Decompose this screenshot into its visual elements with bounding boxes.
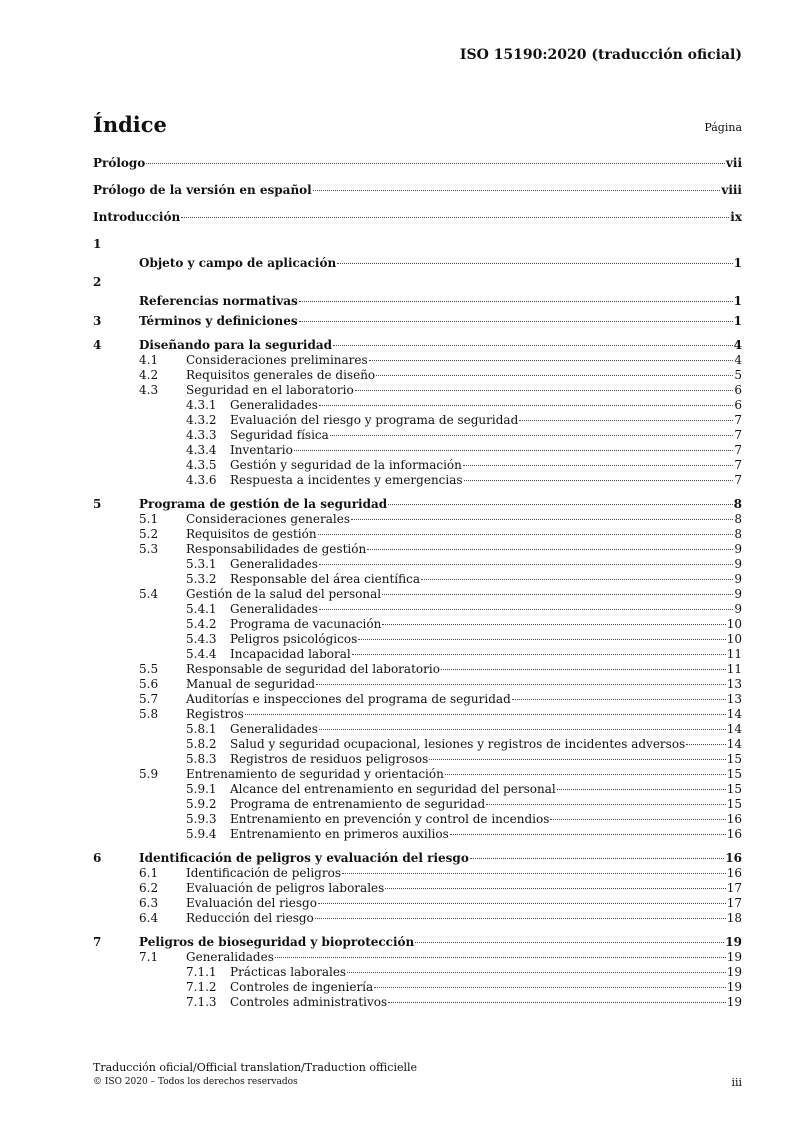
toc-entry-line: [186, 767, 742, 782]
toc-entry-page: 9: [734, 557, 742, 571]
toc-entry-title: Inventario: [230, 443, 293, 457]
toc-entry[interactable]: [93, 707, 742, 722]
page-number: iii: [731, 1076, 742, 1089]
toc-leader-dots: [358, 639, 725, 640]
toc-entry-title: Referencias normativas: [139, 294, 298, 308]
toc-entry[interactable]: [93, 995, 742, 1010]
toc-entry-title: Peligros psicológicos: [230, 632, 358, 646]
toc-entry[interactable]: [93, 827, 742, 842]
toc-entry-line: [186, 662, 742, 677]
toc-leader-dots: [421, 579, 733, 580]
toc-entry-title: Controles de ingeniería: [230, 980, 374, 994]
toc-entry[interactable]: [93, 368, 742, 383]
page-column-label: Página: [704, 121, 742, 134]
toc-entry-page: 4: [734, 353, 742, 367]
toc-entry-line: [186, 587, 742, 602]
toc-entry-page: 15: [726, 767, 742, 781]
toc-entry-line: [93, 183, 742, 198]
footer-copyright: © ISO 2020 – Todos los derechos reservados: [93, 1077, 298, 1087]
toc-entry-page: 14: [726, 722, 742, 736]
toc-leader-dots: [464, 480, 734, 481]
toc-entry-number: 2: [93, 275, 102, 289]
toc-entry-number: 5.6: [139, 677, 159, 691]
toc-entry-title: Reducción del riesgo: [186, 911, 314, 925]
toc-entry[interactable]: [93, 617, 742, 632]
toc-entry-page: ix: [730, 210, 742, 224]
toc-entry-line: [139, 497, 742, 512]
toc-entry-page: 7: [734, 428, 742, 442]
toc-entry[interactable]: [93, 812, 742, 827]
toc-entry[interactable]: [93, 896, 742, 911]
toc-entry[interactable]: [93, 935, 742, 950]
toc-entry-number: 5: [93, 497, 102, 511]
toc-entry[interactable]: [93, 443, 742, 458]
toc-entry[interactable]: [93, 275, 742, 313]
toc-entry-line: [230, 737, 742, 752]
toc-entry-line: [230, 398, 742, 413]
toc-entry-number: 5.4: [139, 587, 159, 601]
toc-leader-dots: [315, 918, 726, 919]
toc-entry-line: [230, 632, 742, 647]
toc-entry[interactable]: [93, 237, 742, 275]
toc-entry-page: 19: [725, 935, 742, 949]
toc-entry-number: 5.4.3: [186, 632, 217, 646]
toc-entry-line: [186, 368, 742, 383]
toc-entry[interactable]: [93, 458, 742, 473]
toc-entry-title: Entrenamiento en primeros auxilios: [230, 827, 449, 841]
toc-leader-dots: [470, 858, 724, 859]
toc-leader-dots: [352, 654, 726, 655]
toc-entry[interactable]: [93, 965, 742, 980]
toc-entry[interactable]: [93, 866, 742, 881]
toc-entry-line: [93, 210, 742, 225]
toc-leader-dots: [388, 504, 733, 505]
toc-entry[interactable]: [93, 527, 742, 542]
toc-entry[interactable]: [93, 911, 742, 926]
toc-entry[interactable]: [93, 398, 742, 413]
document-header: ISO 15190:2020 (traducción oficial): [459, 47, 742, 63]
toc-entry-title: Consideraciones preliminares: [186, 353, 368, 367]
toc-entry-title: Auditorías e inspecciones del programa de seguridad: [186, 692, 511, 706]
toc-entry-page: 19: [726, 950, 742, 964]
toc-leader-dots: [382, 624, 725, 625]
toc-leader-dots: [347, 972, 726, 973]
toc-entry-title: Responsabilidades de gestión: [186, 542, 367, 556]
toc-entry[interactable]: [93, 737, 742, 752]
toc-entry-page: 11: [726, 647, 742, 661]
toc-entry-line: [186, 707, 742, 722]
toc-entry-number: 5.3.1: [186, 557, 217, 571]
toc-entry-title: Alcance del entrenamiento en seguridad del personal: [230, 782, 556, 796]
toc-entry-number: 4.3.3: [186, 428, 217, 442]
toc-entry-line: [186, 896, 742, 911]
toc-entry[interactable]: [93, 542, 742, 557]
toc-entry-number: 5.4.1: [186, 602, 217, 616]
toc-entry-page: 1: [733, 256, 742, 270]
toc-leader-dots: [316, 684, 726, 685]
toc-entry-page: 13: [726, 692, 742, 706]
toc-entry-line: [230, 752, 742, 767]
toc-entry-title: Incapacidad laboral: [230, 647, 351, 661]
toc-entry[interactable]: [93, 692, 742, 707]
toc-entry-line: [230, 722, 742, 737]
toc-entry-title: Generalidades: [186, 950, 274, 964]
toc-entry-title: Entrenamiento en prevención y control de incendios: [230, 812, 550, 826]
toc-entry-page: 6: [734, 383, 742, 397]
toc-leader-dots: [319, 564, 733, 565]
toc-leader-dots: [330, 435, 734, 436]
toc-entry-title: Salud y seguridad ocupacional, lesiones y registros de incidentes adversos: [230, 737, 686, 751]
toc-entry[interactable]: [93, 677, 742, 692]
table-of-contents: [93, 156, 742, 1010]
toc-entry-page: 16: [726, 812, 742, 826]
toc-entry-page: 6: [734, 398, 742, 412]
toc-entry-page: 16: [726, 827, 742, 841]
toc-entry-number: 5.3.2: [186, 572, 217, 586]
toc-entry[interactable]: [93, 797, 742, 812]
toc-entry-title: Controles administrativos: [230, 995, 388, 1009]
toc-entry-line: [186, 677, 742, 692]
toc-entry-line: [230, 557, 742, 572]
toc-leader-dots: [367, 549, 733, 550]
toc-entry-number: 5.8.1: [186, 722, 217, 736]
toc-leader-dots: [550, 819, 725, 820]
toc-leader-dots: [275, 957, 726, 958]
toc-entry-line: [139, 338, 742, 353]
toc-entry-line: [139, 935, 742, 950]
toc-entry-title: Programa de gestión de la seguridad: [139, 497, 388, 511]
toc-entry-line: [139, 275, 742, 309]
toc-entry-line: [186, 911, 742, 926]
toc-entry-title: Evaluación del riesgo y programa de seguridad: [230, 413, 519, 427]
toc-leader-dots: [351, 519, 733, 520]
toc-entry-title: Responsable del área científica: [230, 572, 421, 586]
toc-entry-title: Términos y definiciones: [139, 314, 298, 328]
toc-entry-page: 8: [734, 512, 742, 526]
toc-entry-number: 6.3: [139, 896, 159, 910]
toc-entry-number: 4.3.5: [186, 458, 217, 472]
toc-entry[interactable]: [93, 572, 742, 587]
toc-entry-page: 19: [726, 965, 742, 979]
toc-entry[interactable]: [93, 473, 742, 488]
toc-entry-line: [230, 617, 742, 632]
toc-leader-dots: [686, 744, 726, 745]
toc-entry-number: 4: [93, 338, 102, 352]
toc-entry-page: 9: [734, 602, 742, 616]
toc-entry-line: [186, 542, 742, 557]
toc-entry-title: Prólogo de la versión en español: [93, 183, 312, 197]
toc-leader-dots: [463, 465, 733, 466]
toc-entry-title: Respuesta a incidentes y emergencias: [230, 473, 463, 487]
toc-entry[interactable]: [93, 602, 742, 617]
toc-entry-page: viii: [721, 183, 742, 197]
toc-entry-page: 13: [726, 677, 742, 691]
toc-entry-page: 9: [734, 542, 742, 556]
toc-entry-page: 8: [734, 527, 742, 541]
toc-entry-title: Generalidades: [230, 557, 318, 571]
toc-entry-page: 9: [734, 587, 742, 601]
toc-entry-page: 11: [726, 662, 742, 676]
toc-entry-title: Prólogo: [93, 156, 146, 170]
toc-entry-line: [186, 353, 742, 368]
toc-entry-page: 4: [733, 338, 742, 352]
toc-entry-line: [230, 428, 742, 443]
toc-entry-number: 4.3: [139, 383, 159, 397]
toc-leader-dots: [369, 360, 734, 361]
toc-entry-title: Objeto y campo de aplicación: [139, 256, 337, 270]
toc-entry[interactable]: [93, 156, 742, 171]
toc-entry-number: 5.9: [139, 767, 159, 781]
toc-entry-number: 4.1: [139, 353, 159, 367]
toc-leader-dots: [318, 534, 734, 535]
toc-entry-line: [139, 851, 742, 866]
toc-entry-line: [186, 950, 742, 965]
toc-entry-number: 5.9.4: [186, 827, 217, 841]
toc-entry-line: [230, 647, 742, 662]
toc-entry-number: 7: [93, 935, 102, 949]
toc-entry-number: 5.8: [139, 707, 159, 721]
toc-leader-dots: [374, 987, 726, 988]
toc-entry-number: 1: [93, 237, 102, 251]
toc-entry-title: Requisitos generales de diseño: [186, 368, 376, 382]
toc-entry-number: 7.1: [139, 950, 159, 964]
toc-entry-page: 19: [726, 980, 742, 994]
toc-entry-title: Responsable de seguridad del laboratorio: [186, 662, 440, 676]
toc-leader-dots: [385, 888, 725, 889]
toc-entry-number: 5.3: [139, 542, 159, 556]
toc-leader-dots: [319, 609, 733, 610]
toc-entry[interactable]: [93, 980, 742, 995]
toc-entry-number: 4.3.6: [186, 473, 217, 487]
toc-entry-line: [186, 383, 742, 398]
toc-leader-dots: [415, 942, 724, 943]
toc-entry-title: Seguridad en el laboratorio: [186, 383, 354, 397]
toc-entry-page: 14: [726, 707, 742, 721]
toc-entry[interactable]: [93, 383, 742, 398]
toc-entry-line: [230, 413, 742, 428]
toc-leader-dots: [319, 729, 726, 730]
toc-entry[interactable]: [93, 851, 742, 866]
toc-entry-line: [230, 782, 742, 797]
toc-entry-line: [139, 314, 742, 329]
toc-entry-line: [230, 458, 742, 473]
toc-leader-dots: [486, 804, 726, 805]
toc-entry-page: 7: [734, 413, 742, 427]
toc-entry-page: 10: [726, 632, 742, 646]
toc-leader-dots: [388, 1002, 726, 1003]
toc-leader-dots: [337, 263, 732, 264]
toc-entry[interactable]: [93, 587, 742, 602]
toc-leader-dots: [342, 873, 726, 874]
toc-entry-page: 16: [726, 866, 742, 880]
toc-entry-line: [230, 827, 742, 842]
toc-entry[interactable]: [93, 512, 742, 527]
toc-entry[interactable]: [93, 314, 742, 329]
toc-leader-dots: [519, 420, 733, 421]
toc-entry-line: [186, 881, 742, 896]
toc-entry[interactable]: [93, 767, 742, 782]
toc-entry-number: 4.2: [139, 368, 159, 382]
toc-entry-number: 4.3.1: [186, 398, 217, 412]
toc-entry-page: 8: [733, 497, 742, 511]
toc-entry-line: [139, 237, 742, 271]
toc-entry-number: 5.4.4: [186, 647, 217, 661]
toc-entry-page: 17: [726, 896, 742, 910]
toc-leader-dots: [294, 450, 734, 451]
toc-entry-title: Identificación de peligros: [186, 866, 341, 880]
toc-entry-line: [230, 965, 742, 980]
toc-entry-line: [186, 692, 742, 707]
toc-entry-number: 6.4: [139, 911, 159, 925]
toc-entry[interactable]: [93, 662, 742, 677]
toc-entry[interactable]: [93, 950, 742, 965]
toc-entry-page: 7: [734, 473, 742, 487]
toc-entry-number: 5.8.2: [186, 737, 217, 751]
toc-leader-dots: [445, 774, 726, 775]
toc-entry-page: 15: [726, 782, 742, 796]
toc-entry[interactable]: [93, 881, 742, 896]
toc-entry[interactable]: [93, 183, 742, 198]
toc-entry[interactable]: [93, 338, 742, 353]
toc-entry-line: [230, 812, 742, 827]
page-title: Índice: [93, 112, 167, 137]
toc-entry-title: Gestión y seguridad de la información: [230, 458, 462, 472]
toc-entry-title: Diseñando para la seguridad: [139, 338, 333, 352]
toc-entry-line: [230, 797, 742, 812]
toc-leader-dots: [318, 903, 726, 904]
toc-entry-number: 5.7: [139, 692, 159, 706]
toc-entry-title: Generalidades: [230, 602, 318, 616]
toc-entry[interactable]: [93, 752, 742, 767]
toc-entry-page: 15: [726, 752, 742, 766]
toc-entry-page: vii: [725, 156, 742, 170]
toc-entry[interactable]: [93, 557, 742, 572]
toc-leader-dots: [376, 375, 733, 376]
toc-leader-dots: [355, 390, 734, 391]
toc-entry-page: 18: [726, 911, 742, 925]
toc-leader-dots: [299, 321, 733, 322]
toc-entry[interactable]: [93, 353, 742, 368]
toc-leader-dots: [146, 163, 725, 164]
footer-translation-note: Traducción oficial/Official translation/Traduction officielle: [93, 1061, 418, 1074]
toc-entry-line: [186, 866, 742, 881]
toc-entry-number: 6.1: [139, 866, 159, 880]
toc-leader-dots: [512, 699, 726, 700]
toc-entry-page: 9: [734, 572, 742, 586]
toc-entry[interactable]: [93, 428, 742, 443]
toc-entry-line: [230, 995, 742, 1010]
toc-entry-title: Prácticas laborales: [230, 965, 347, 979]
toc-entry-title: Peligros de bioseguridad y bioprotección: [139, 935, 415, 949]
toc-entry-line: [186, 527, 742, 542]
toc-leader-dots: [441, 669, 726, 670]
toc-entry[interactable]: [93, 722, 742, 737]
toc-entry-page: 5: [734, 368, 742, 382]
toc-entry-title: Evaluación del riesgo: [186, 896, 317, 910]
toc-entry[interactable]: [93, 782, 742, 797]
toc-entry-page: 10: [726, 617, 742, 631]
toc-entry-page: 16: [725, 851, 742, 865]
toc-entry-number: 5.9.1: [186, 782, 217, 796]
toc-entry-title: Programa de vacunación: [230, 617, 382, 631]
toc-entry-title: Generalidades: [230, 398, 318, 412]
toc-entry-number: 5.5: [139, 662, 159, 676]
toc-entry-number: 6.2: [139, 881, 159, 895]
toc-entry-line: [230, 980, 742, 995]
toc-entry-title: Manual de seguridad: [186, 677, 316, 691]
toc-entry-title: Introducción: [93, 210, 181, 224]
toc-entry-line: [230, 602, 742, 617]
toc-entry-title: Programa de entrenamiento de seguridad: [230, 797, 486, 811]
toc-leader-dots: [313, 190, 721, 191]
toc-entry-number: 4.3.2: [186, 413, 217, 427]
toc-entry-page: 1: [733, 314, 742, 328]
toc-entry-line: [186, 512, 742, 527]
toc-entry-number: 5.1: [139, 512, 159, 526]
toc-leader-dots: [382, 594, 733, 595]
toc-leader-dots: [557, 789, 726, 790]
toc-entry-page: 1: [733, 294, 742, 308]
toc-entry-number: 4.3.4: [186, 443, 217, 457]
toc-entry-page: 19: [726, 995, 742, 1009]
toc-entry-number: 5.2: [139, 527, 159, 541]
toc-entry-title: Registros de residuos peligrosos: [230, 752, 429, 766]
toc-entry-page: 7: [734, 443, 742, 457]
toc-entry-number: 3: [93, 314, 102, 328]
toc-entry-title: Gestión de la salud del personal: [186, 587, 382, 601]
toc-entry-number: 5.4.2: [186, 617, 217, 631]
toc-entry-number: 6: [93, 851, 102, 865]
toc-entry-title: Identificación de peligros y evaluación del riesgo: [139, 851, 469, 865]
toc-entry-line: [230, 473, 742, 488]
toc-entry-number: 7.1.3: [186, 995, 217, 1009]
toc-entry-title: Requisitos de gestión: [186, 527, 317, 541]
toc-entry-title: Entrenamiento de seguridad y orientación: [186, 767, 444, 781]
toc-entry[interactable]: [93, 413, 742, 428]
toc-entry-page: 7: [734, 458, 742, 472]
toc-entry-page: 17: [726, 881, 742, 895]
toc-entry[interactable]: [93, 647, 742, 662]
toc-leader-dots: [450, 834, 726, 835]
toc-entry[interactable]: [93, 632, 742, 647]
toc-leader-dots: [333, 345, 733, 346]
toc-leader-dots: [319, 405, 733, 406]
toc-entry-line: [230, 572, 742, 587]
toc-entry[interactable]: [93, 210, 742, 225]
toc-entry-number: 7.1.1: [186, 965, 217, 979]
toc-entry-number: 7.1.2: [186, 980, 217, 994]
toc-entry-title: Consideraciones generales: [186, 512, 350, 526]
toc-entry[interactable]: [93, 497, 742, 512]
toc-entry-title: Seguridad física: [230, 428, 329, 442]
toc-leader-dots: [181, 217, 729, 218]
toc-entry-number: 5.8.3: [186, 752, 217, 766]
toc-entry-page: 14: [726, 737, 742, 751]
toc-entry-title: Registros: [186, 707, 244, 721]
toc-entry-title: Evaluación de peligros laborales: [186, 881, 385, 895]
toc-entry-title: Generalidades: [230, 722, 318, 736]
toc-entry-line: [230, 443, 742, 458]
toc-entry-number: 5.9.2: [186, 797, 217, 811]
toc-entry-line: [93, 156, 742, 171]
toc-leader-dots: [245, 714, 726, 715]
toc-entry-page: 15: [726, 797, 742, 811]
toc-leader-dots: [429, 759, 725, 760]
toc-entry-number: 5.9.3: [186, 812, 217, 826]
toc-leader-dots: [299, 301, 733, 302]
